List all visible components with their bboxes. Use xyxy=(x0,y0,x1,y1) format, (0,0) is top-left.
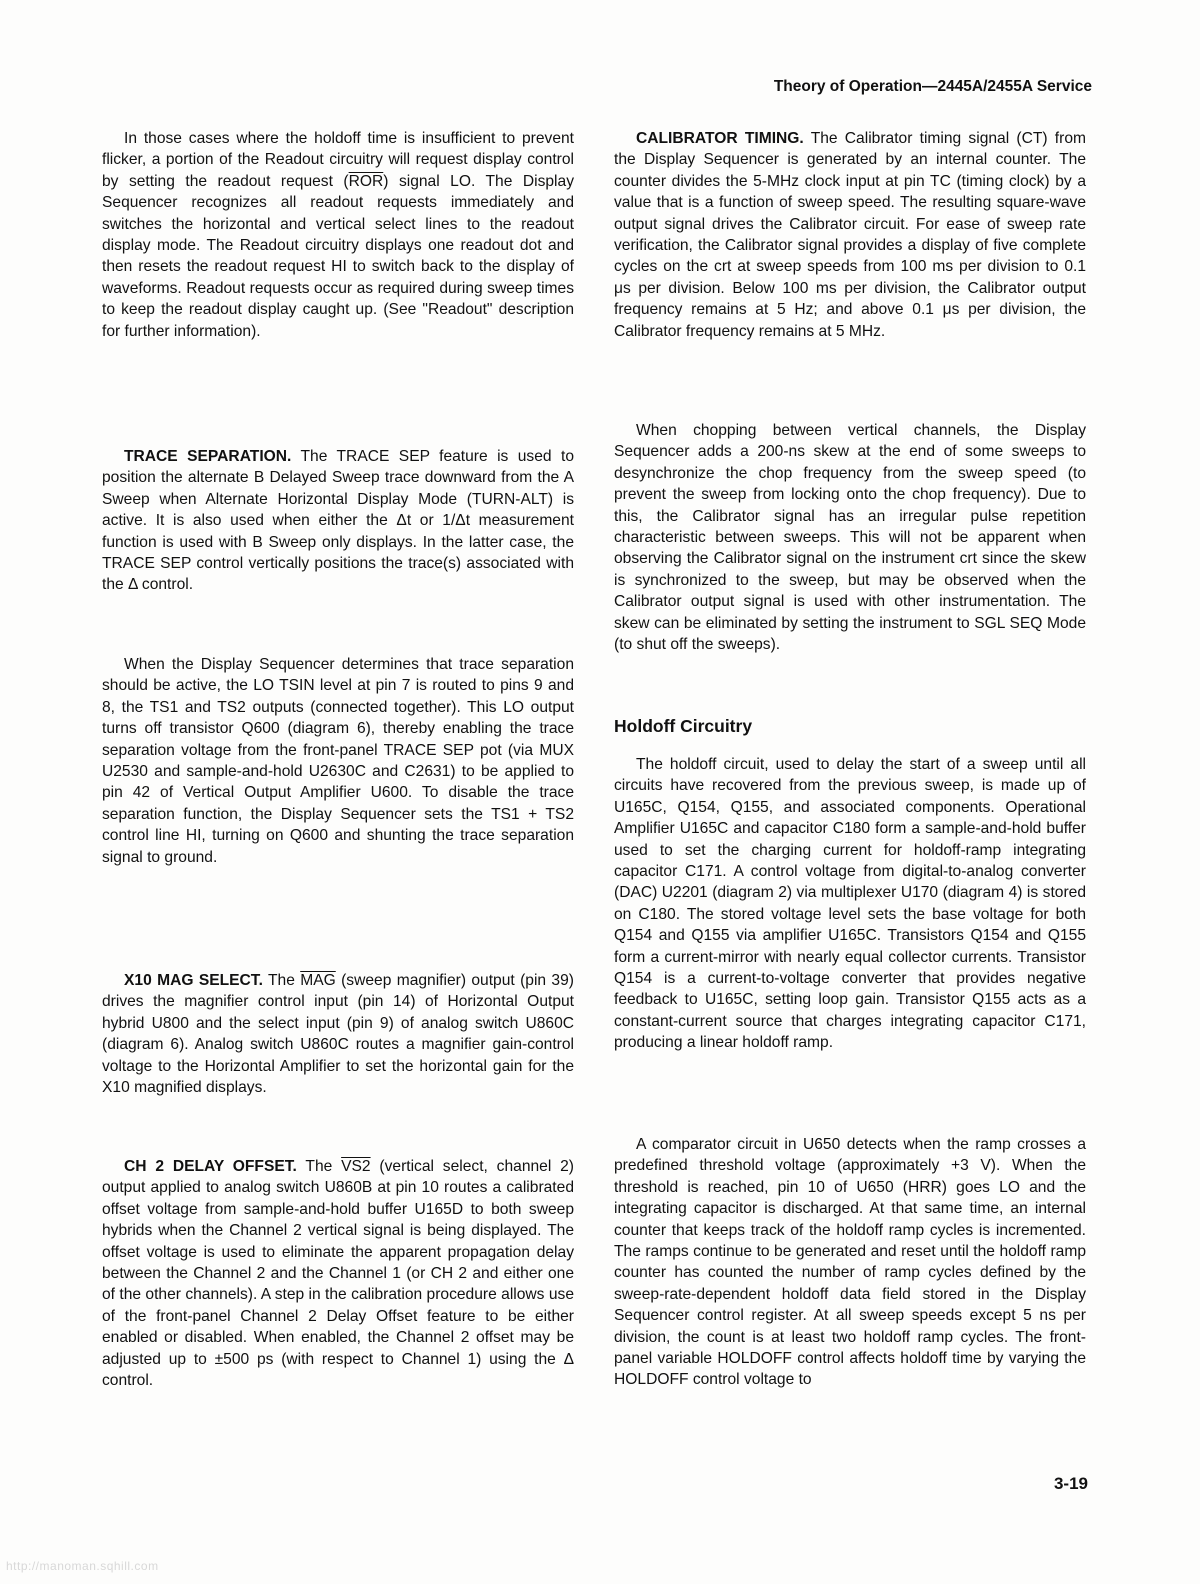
readout-request-text-2: ) signal LO. The Display Sequencer recognizes all readout requests immediately and switches the horizontal and vertical select lines to the readout display mode. The Readout circuitry displays one readout dot and then resets the readout request HI to switch back to the display of waveforms. Readout requests occur as required during sweep times to keep the readout display caught up. (See "Readout" description for further information). xyxy=(102,172,574,340)
holdoff-text-2: A comparator circuit in U650 detects when the ramp crosses a predefined threshold voltage (approximately +3 V). When the threshold is reached, pin 10 of U650 (HRR) goes LO and the integrating capacitor is discharged. At that same time, an internal counter that keeps track of the holdoff ramp cycles is incremented. The ramps continue to be generated and reset until the holdoff ramp counter has counted the number of ramp cycles defined by the sweep-rate-dependent holdoff data field stored in the Display Sequencer control register. At all sweep speeds except 5 ns per division, the count is at least two holdoff ramp cycles. The front-panel variable HOLDOFF control affects holdoff time by varying the HOLDOFF control voltage to xyxy=(614,1136,1086,1389)
trace-separation-heading: TRACE SEPARATION. xyxy=(124,448,292,465)
x10-mag-text-1: The xyxy=(262,972,301,989)
x10-mag-paragraph xyxy=(102,970,574,1098)
mag-signal: $\overline{MAG}$ xyxy=(300,972,336,989)
trace-separation-paragraph xyxy=(102,446,574,596)
source-url-watermark: http://manoman.sqhill.com xyxy=(6,1559,159,1573)
ch2-delay-paragraph xyxy=(102,1156,574,1391)
holdoff-paragraph-2 xyxy=(614,1134,1086,1391)
chopping-paragraph xyxy=(614,420,1086,655)
readout-request-text-1: In those cases where the holdoff time is insufficient to prevent flicker, a portion of the Readout circuitry will request display control by setting the readout request ( xyxy=(102,130,574,190)
x10-mag-heading: X10 MAG SELECT. xyxy=(124,972,263,989)
trace-separation-text-2: When the Display Sequencer determines that trace separation should be active, the LO TSIN level at pin 7 is routed to pins 9 and 8, the TS1 and TS2 outputs (connected together). This LO output turns off transistor Q600 (diagram 6), thereby enabling the trace separation voltage from the front-panel TRACE SEP pot (via MUX U2530 and sample-and-hold U2630C and C2631) to be applied to pin 42 of Vertical Output Amplifier U600. To disable the trace separation function, the Display Sequencer sets the TS1 + TS2 control line HI, turning on Q600 and shunting the trace separation signal to ground. xyxy=(102,656,574,866)
holdoff-text-1: The holdoff circuit, used to delay the start of a sweep until all circuits have recovered from the previous sweep, is made up of U165C, Q154, Q155, and associated components. Operational Amplifier U165C and capacitor C180 form a sample-and-hold buffer used to set the charging current for holdoff-ramp integrating capacitor C171. A control voltage from digital-to-analog converter (DAC) U2201 (diagram 2) via multiplexer U170 (diagram 4) is stored on C180. The stored voltage level sets the base voltage for both Q154 and Q155 via amplifier U165C. Transistors Q154 and Q155 form a current-mirror with nearly equal collector currents. Transistor Q154 is a current-to-voltage converter that provides negative feedback to U165C, setting loop gain. Transistor Q155 acts as a constant-current source that charges integrating capacitor C171, producing a linear holdoff ramp. xyxy=(614,756,1086,1052)
running-head: Theory of Operation—2445A/2455A Service xyxy=(773,78,1092,95)
calibrator-timing-paragraph xyxy=(614,128,1086,342)
ch2-delay-heading: CH 2 DELAY OFFSET. xyxy=(124,1158,297,1175)
page-number: 3-19 xyxy=(1053,1474,1088,1493)
trace-separation-text: The TRACE SEP feature is used to position the alternate B Delayed Sweep trace downward from the A Sweep when Alternate Horizontal Display Mode (TURN-ALT) is active. It is also used when either the Δt or 1/Δt measurement function is used with B Sweep only displays. In the latter case, the TRACE SEP control vertically positions the trace(s) associated with the Δ control. xyxy=(102,448,574,594)
calibrator-timing-heading: CALIBRATOR TIMING. xyxy=(636,130,804,147)
holdoff-circuitry-heading: Holdoff Circuitry xyxy=(614,716,753,736)
chopping-text: When chopping between vertical channels, the Display Sequencer adds a 200-ns skew at the end of some sweeps to desynchronize the chop frequency from the sweep speed (to prevent the sweep from locking onto the chop frequency). Due to this, the Calibrator signal has an irregular pulse repetition characteristic between sweeps. This will not be apparent when observing the Calibrator signal on the instrument crt since the skew is synchronized to the sweep, but may be observed when the Calibrator output signal is used with other instrumentation. The skew can be eliminated by setting the instrument to SGL SEQ Mode (to shut off the sweeps). xyxy=(614,422,1086,654)
readout-request-paragraph xyxy=(102,128,574,342)
calibrator-timing-text: The Calibrator timing signal (CT) from the Display Sequencer is generated by an internal counter. The counter divides the 5-MHz clock input at pin TC (timing clock) by a value that is a function of sweep speed. The resulting square-wave output signal drives the Calibrator circuit. For ease of sweep rate verification, the Calibrator signal provides a display of five complete cycles on the crt at sweep speeds from 100 ms per division to 0.1 μs per division. Below 100 ms per division, the Calibrator output frequency remains at 5 Hz; and above 0.1 μs per division, the Calibrator frequency remains at 5 MHz. xyxy=(614,130,1086,340)
ch2-delay-text-1: The xyxy=(296,1158,342,1175)
x10-mag-text-2: (sweep magnifier) output (pin 39) drives the magnifier control input (pin 14) of Horizontal Output hybrid U800 and the select input (pin 9) of analog switch U860C (diagram 6). Analog switch U860C routes a magnifier gain-control voltage to the Horizontal Amplifier to set the horizontal gain for the X10 magnified displays. xyxy=(102,972,574,1097)
trace-separation-paragraph-2 xyxy=(102,654,574,868)
vs2-signal: VS2 xyxy=(341,1158,371,1175)
ror-signal: $\overline{ROR}$ xyxy=(348,172,384,190)
holdoff-paragraph-1 xyxy=(614,754,1086,1054)
ch2-delay-text-2: (vertical select, channel 2) output applied to analog switch U860B at pin 10 routes a calibrated offset voltage from sample-and-hold buffer U165D to both sweep hybrids when the Channel 2 vertical signal is being displayed. The offset voltage is used to eliminate the apparent propagation delay between the Channel 2 and the Channel 1 (or CH 2 and either one of the other channels). A step in the calibration procedure allows use of the front-panel Channel 2 Delay Offset feature to be either enabled or disabled. When enabled, the Channel 2 offset may be adjusted up to ±500 ps (with respect to Channel 1) using the Δ control. xyxy=(102,1158,574,1390)
